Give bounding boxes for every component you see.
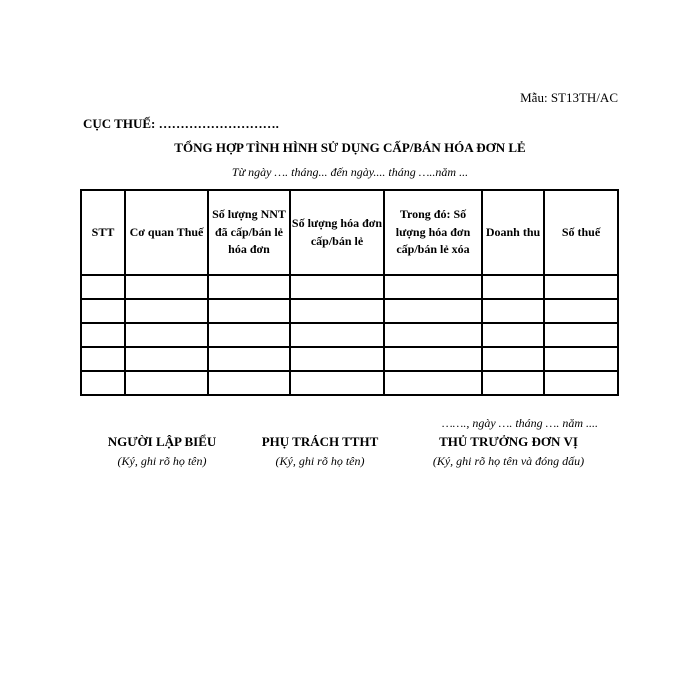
column-header-tax-agency: Cơ quan Thuế <box>125 190 208 275</box>
table-cell[interactable] <box>125 275 208 299</box>
table-cell[interactable] <box>384 347 482 371</box>
document-title: TỔNG HỢP TÌNH HÌNH SỬ DỤNG CẤP/BÁN HÓA ĐƠN LẺ <box>174 140 526 155</box>
table-cell[interactable] <box>290 323 384 347</box>
column-header-taxpayer-count: Số lượng NNT đã cấp/bán lẻ hóa đơn <box>208 190 290 275</box>
table-cell[interactable] <box>544 299 618 323</box>
table-row <box>81 299 618 323</box>
table-cell[interactable] <box>125 371 208 395</box>
table-cell[interactable] <box>384 299 482 323</box>
table-cell[interactable] <box>384 275 482 299</box>
table-cell[interactable] <box>544 371 618 395</box>
date-line: ……., ngày …. tháng …. năm .... <box>441 416 598 430</box>
table-row <box>81 323 618 347</box>
reporting-period: Từ ngày …. tháng... đến ngày.... tháng …..năm ... <box>231 165 469 179</box>
table-cell[interactable] <box>544 275 618 299</box>
table-cell[interactable] <box>482 371 544 395</box>
tax-agency-label: CỤC THUẾ: ………………………. <box>83 116 279 131</box>
table-cell[interactable] <box>482 275 544 299</box>
signature-block-supervisor <box>250 434 390 469</box>
table-cell[interactable] <box>125 323 208 347</box>
table-cell[interactable] <box>208 299 290 323</box>
table-cell[interactable] <box>544 323 618 347</box>
table-cell[interactable] <box>125 347 208 371</box>
table-row <box>81 275 618 299</box>
table-cell[interactable] <box>125 299 208 323</box>
table-cell[interactable] <box>208 347 290 371</box>
signature-role: PHỤ TRÁCH TTHT <box>261 434 379 449</box>
table-cell[interactable] <box>482 323 544 347</box>
table-cell[interactable] <box>290 371 384 395</box>
table-cell[interactable] <box>81 323 125 347</box>
table-cell[interactable] <box>208 275 290 299</box>
table-cell[interactable] <box>208 371 290 395</box>
summary-table <box>80 189 619 396</box>
table-cell[interactable] <box>81 371 125 395</box>
table-cell[interactable] <box>544 347 618 371</box>
table-cell[interactable] <box>482 299 544 323</box>
signature-role: NGƯỜI LẬP BIỂU <box>107 434 217 449</box>
signature-note: (Ký, ghi rõ họ tên) <box>117 454 207 468</box>
column-header-stt: STT <box>81 190 125 275</box>
table-cell[interactable] <box>384 371 482 395</box>
table-row <box>81 371 618 395</box>
signature-note: (Ký, ghi rõ họ tên và đóng dấu) <box>432 454 585 468</box>
column-header-cancelled-invoice-count: Trong đó: Số lượng hóa đơn cấp/bán lẻ xóa <box>384 190 482 275</box>
table-cell[interactable] <box>208 323 290 347</box>
table-cell[interactable] <box>81 299 125 323</box>
table-header-row <box>81 190 618 275</box>
table-cell[interactable] <box>290 299 384 323</box>
signature-block-head-of-unit <box>406 434 611 469</box>
table-row <box>81 347 618 371</box>
table-cell[interactable] <box>290 347 384 371</box>
signature-role: THỦ TRƯỞNG ĐƠN VỊ <box>439 434 578 449</box>
table-cell[interactable] <box>290 275 384 299</box>
column-header-revenue: Doanh thu <box>482 190 544 275</box>
table-cell[interactable] <box>81 347 125 371</box>
form-code: Mẫu: ST13TH/AC <box>520 90 618 105</box>
signature-block-preparer <box>92 434 232 469</box>
table-cell[interactable] <box>81 275 125 299</box>
column-header-tax-amount: Số thuế <box>544 190 618 275</box>
column-header-invoice-count: Số lượng hóa đơn cấp/bán lẻ <box>290 190 384 275</box>
table-cell[interactable] <box>482 347 544 371</box>
signature-note: (Ký, ghi rõ họ tên) <box>275 454 365 468</box>
table-cell[interactable] <box>384 323 482 347</box>
